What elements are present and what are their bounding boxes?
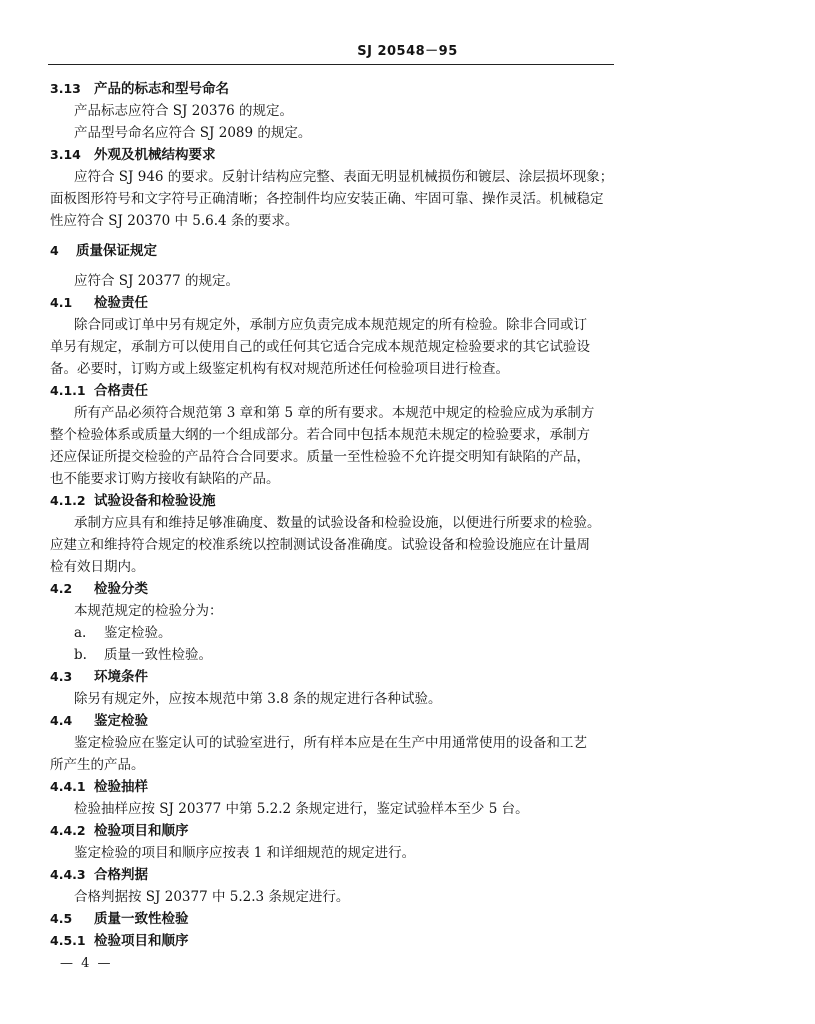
paragraph-line: 鉴定检验的项目和顺序应按表 1 和详细规范的规定进行。 <box>74 845 416 861</box>
list-label: b. <box>74 647 87 663</box>
paragraph-line: 合格判据按 SJ 20377 中 5.2.3 条规定进行。 <box>74 889 350 905</box>
section-heading-3-14 <box>50 146 216 164</box>
section-number: 4.1 <box>50 295 73 310</box>
paragraph-line: 应符合 SJ 946 的要求。反射计结构应完整、表面无明显机械损伤和镀层、涂层损坏现象； <box>74 169 614 185</box>
paragraph-line: 也不能要求订购方接收有缺陷的产品。 <box>50 471 280 487</box>
section-title: 鉴定检验 <box>94 713 148 729</box>
section-title: 试验设备和检验设施 <box>94 493 216 509</box>
section-number: 4.1.2 <box>50 493 86 508</box>
section-number: 4.3 <box>50 669 73 684</box>
paragraph-line: 除合同或订单中另有规定外，承制方应负责完成本规范规定的所有检验。除非合同或订 <box>74 317 587 333</box>
section-title: 环境条件 <box>94 669 148 685</box>
section-number: 4.4.2 <box>50 823 86 838</box>
section-heading-3-13 <box>50 80 229 98</box>
section-title: 合格判据 <box>94 867 148 883</box>
section-number: 3.13 <box>50 81 81 96</box>
section-title: 合格责任 <box>94 383 148 399</box>
page-number: — 4 — <box>60 956 113 971</box>
paragraph-line: 面板图形符号和文字符号正确清晰；各控制件均应安装正确、牢固可靠、操作灵活。机械稳定 <box>50 191 604 207</box>
section-heading-4-4-1 <box>50 778 148 796</box>
section-title: 产品的标志和型号命名 <box>94 81 229 97</box>
paragraph-line: 产品型号命名应符合 SJ 2089 的规定。 <box>74 125 312 141</box>
standard-code-header: SJ 20548－95 <box>357 44 458 59</box>
list-text: 鉴定检验。 <box>104 625 172 641</box>
section-number: 4.2 <box>50 581 73 596</box>
section-number: 4.5.1 <box>50 933 86 948</box>
paragraph-line: 单另有规定，承制方可以使用自己的或任何其它适合完成本规范规定检验要求的其它试验设 <box>50 339 590 355</box>
section-title: 外观及机械结构要求 <box>94 147 216 163</box>
section-title: 检验责任 <box>94 295 148 311</box>
section-number: 3.14 <box>50 147 81 162</box>
section-heading-4-5-1 <box>50 932 189 950</box>
list-text: 质量一致性检验。 <box>104 647 212 663</box>
paragraph-line: 应符合 SJ 20377 的规定。 <box>74 273 239 289</box>
paragraph-line: 检有效日期内。 <box>50 559 145 575</box>
section-heading-4-4-3 <box>50 866 148 884</box>
section-title: 检验项目和顺序 <box>94 933 189 949</box>
paragraph-line: 检验抽样应按 SJ 20377 中第 5.2.2 条规定进行，鉴定试验样本至少 5 台。 <box>74 801 529 817</box>
section-heading-4-2 <box>50 580 148 598</box>
paragraph-line: 产品标志应符合 SJ 20376 的规定。 <box>74 103 293 119</box>
section-number: 4 <box>50 243 59 258</box>
list-label: a. <box>74 625 87 641</box>
section-title: 检验抽样 <box>94 779 148 795</box>
section-heading-4-1 <box>50 294 148 312</box>
section-heading-4-5 <box>50 910 189 928</box>
section-title: 质量一致性检验 <box>94 911 189 927</box>
paragraph-line: 鉴定检验应在鉴定认可的试验室进行，所有样本应是在生产中用通常使用的设备和工艺 <box>74 735 587 751</box>
list-item-a <box>74 624 172 642</box>
section-heading-4-1-1 <box>50 382 148 400</box>
chapter-heading-4 <box>50 242 157 260</box>
paragraph-line: 承制方应具有和维持足够准确度、数量的试验设备和检验设施，以便进行所要求的检验。 <box>74 515 601 531</box>
section-number: 4.4.3 <box>50 867 86 882</box>
paragraph-line: 性应符合 SJ 20370 中 5.6.4 条的要求。 <box>50 213 299 229</box>
section-title: 检验项目和顺序 <box>94 823 189 839</box>
paragraph-line: 所产生的产品。 <box>50 757 145 773</box>
list-item-b <box>74 646 212 664</box>
paragraph-line: 整个检验体系或质量大纲的一个组成部分。若合同中包括本规范未规定的检验要求，承制方 <box>50 427 590 443</box>
paragraph-line: 应建立和维持符合规定的校准系统以控制测试设备准确度。试验设备和检验设施应在计量周 <box>50 537 590 553</box>
section-title: 检验分类 <box>94 581 148 597</box>
section-heading-4-4 <box>50 712 148 730</box>
section-number: 4.5 <box>50 911 73 926</box>
paragraph-line: 除另有规定外，应按本规范中第 3.8 条的规定进行各种试验。 <box>74 691 442 707</box>
section-heading-4-4-2 <box>50 822 189 840</box>
section-number: 4.4.1 <box>50 779 86 794</box>
section-heading-4-1-2 <box>50 492 216 510</box>
paragraph-line: 备。必要时，订购方或上级鉴定机构有权对规范所述任何检验项目进行检查。 <box>50 361 509 377</box>
header-rule <box>48 64 614 65</box>
paragraph-line: 还应保证所提交检验的产品符合合同要求。质量一至性检验不允许提交明知有缺陷的产品， <box>50 449 590 465</box>
section-number: 4.1.1 <box>50 383 86 398</box>
section-title: 质量保证规定 <box>76 243 157 259</box>
paragraph-line: 所有产品必须符合规范第 3 章和第 5 章的所有要求。本规范中规定的检验应成为承制方 <box>74 405 595 421</box>
section-number: 4.4 <box>50 713 73 728</box>
section-heading-4-3 <box>50 668 148 686</box>
paragraph-line: 本规范规定的检验分为： <box>74 603 223 619</box>
